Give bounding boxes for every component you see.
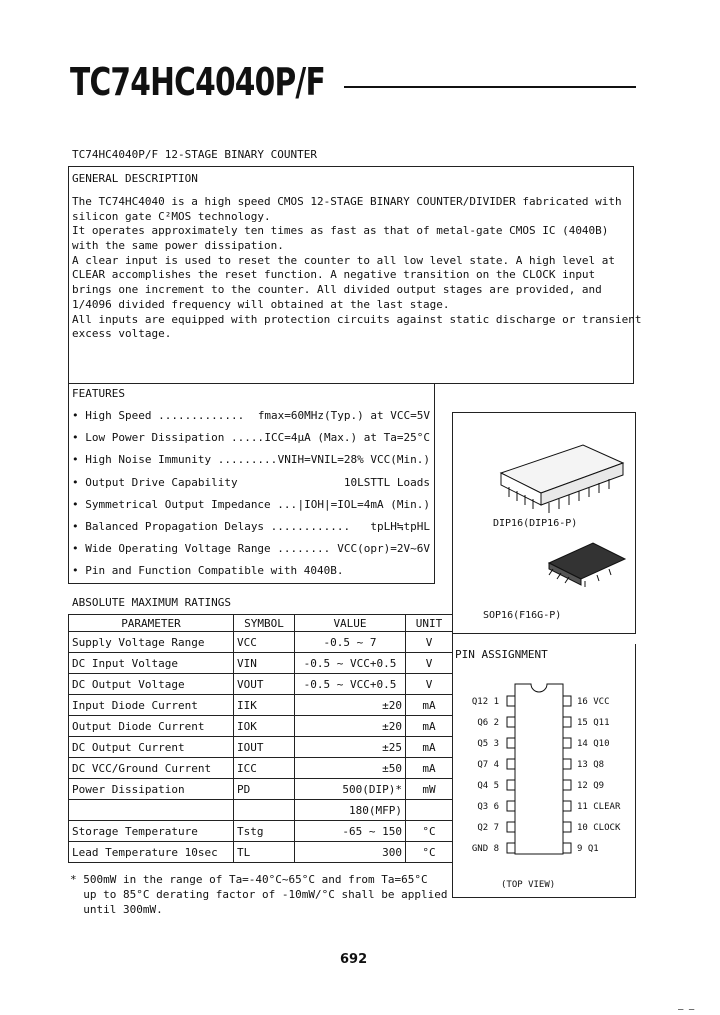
table-cell: -0.5 ~ VCC+0.5 — [295, 653, 406, 674]
table-cell: °C — [406, 842, 453, 863]
table-cell: DC Output Current — [69, 737, 234, 758]
sop-package-label: SOP16(F16G-P) — [483, 610, 562, 621]
pin-left — [455, 758, 499, 773]
table-row — [69, 821, 453, 842]
table-cell: mA — [406, 758, 453, 779]
feature-item: • Output Drive Capability 10LSTTL Loads — [72, 475, 430, 489]
pin-right — [577, 800, 620, 815]
description-line: CLEAR accomplishes the reset function. A negative transition on the CLOCK input — [72, 268, 596, 282]
pin-label: Q5 — [477, 739, 489, 749]
table-cell: DC VCC/Ground Current — [69, 758, 234, 779]
sop-package-icon — [549, 543, 625, 587]
features-box — [68, 383, 435, 584]
table-cell: V — [406, 674, 453, 695]
table-row — [69, 842, 453, 863]
feature-item: • Wide Operating Voltage Range ........ VCC(opr)=2V~6V — [72, 542, 430, 556]
package-illustration-box — [452, 412, 636, 634]
pin-number: 3 — [493, 739, 499, 749]
feature-name: Balanced Propagation Delays ............ — [85, 519, 351, 533]
table-cell: Supply Voltage Range — [69, 632, 234, 653]
pin-right — [577, 821, 620, 836]
ratings-heading: ABSOLUTE MAXIMUM RATINGS — [72, 596, 231, 609]
dip-package-label: DIP16(DIP16-P) — [493, 518, 578, 529]
description-line: All inputs are equipped with protection circuits against static discharge or transient — [72, 312, 642, 326]
description-line: silicon gate C²MOS technology. — [72, 209, 271, 223]
pin-label: Q1 — [587, 844, 599, 854]
table-cell: Tstg — [234, 821, 295, 842]
pin-label: Q3 — [477, 802, 489, 812]
subtitle: TC74HC4040P/F 12-STAGE BINARY COUNTER — [72, 148, 318, 161]
feature-item: • Balanced Propagation Delays ............ tpLH≒tpHL — [72, 519, 430, 533]
pin-number: 4 — [493, 760, 499, 770]
table-row — [69, 632, 453, 653]
pin-label: Q4 — [477, 781, 489, 791]
table-cell: DC Output Voltage — [69, 674, 234, 695]
top-view-label: (TOP VIEW) — [501, 880, 556, 890]
pin-label: Q9 — [593, 781, 605, 791]
pin-assignment-box — [452, 644, 636, 898]
column-header: SYMBOL — [234, 615, 295, 632]
table-cell: ±25 — [295, 737, 406, 758]
feature-item: • High Speed ............. fmax=60MHz(Typ.) at VCC=5V — [72, 409, 430, 422]
column-header: PARAMETER — [69, 615, 234, 632]
table-cell: TL — [234, 842, 295, 863]
pin-left — [455, 737, 499, 752]
pin-label: GND — [471, 844, 489, 854]
column-header: UNIT — [406, 615, 453, 632]
feature-name: Low Power Dissipation ..... — [85, 431, 265, 445]
description-line: excess voltage. — [72, 327, 172, 341]
table-cell: PD — [234, 779, 295, 800]
table-cell: VIN — [234, 653, 295, 674]
title-rule — [344, 86, 636, 88]
feature-name: Pin and Function Compatible with 4040B. — [85, 564, 344, 578]
feature-value: |IOH|=IOL=4mA (Min.) — [297, 497, 430, 511]
feature-value: fmax=60MHz(Typ.) at VCC=5V — [257, 409, 430, 422]
pin-number: 5 — [493, 781, 499, 791]
feature-name: Symmetrical Output Impedance ... — [85, 497, 298, 511]
pin-number: 12 — [577, 781, 588, 791]
pin-right — [577, 779, 604, 794]
feature-value: 10LSTTL Loads — [343, 475, 430, 489]
pin-right — [577, 842, 599, 857]
table-cell: Lead Temperature 10sec — [69, 842, 234, 863]
table-cell: 180(MFP) — [295, 800, 406, 821]
table-cell: mA — [406, 695, 453, 716]
column-header: VALUE — [295, 615, 406, 632]
pin-label: Q7 — [477, 760, 489, 770]
pin-number: 2 — [493, 718, 499, 728]
pin-label: Q12 — [471, 697, 489, 707]
ratings-table — [68, 614, 453, 863]
corner-mark: — — — [678, 1005, 695, 1015]
footnote-line: up to 85°C derating factor of -10mW/°C shall be applied — [70, 888, 448, 901]
table-cell: IOK — [234, 716, 295, 737]
footnote-line: until 300mW. — [70, 903, 163, 916]
table-cell: Output Diode Current — [69, 716, 234, 737]
table-header-row — [69, 615, 453, 632]
table-cell — [69, 800, 234, 821]
table-cell: 300 — [295, 842, 406, 863]
table-cell: 500(DIP)* — [295, 779, 406, 800]
table-cell: DC Input Voltage — [69, 653, 234, 674]
pin-right — [577, 758, 604, 773]
table-row — [69, 758, 453, 779]
pin-left — [455, 695, 499, 710]
pin-left — [455, 779, 499, 794]
table-cell: Storage Temperature — [69, 821, 234, 842]
table-cell — [406, 800, 453, 821]
pin-number: 10 — [577, 823, 588, 833]
pin-label: CLOCK — [593, 823, 621, 833]
table-cell: -65 ~ 150 — [295, 821, 406, 842]
pin-label: Q6 — [477, 718, 489, 728]
pin-number: 1 — [493, 697, 499, 707]
table-row — [69, 800, 453, 821]
table-cell: -0.5 ~ VCC+0.5 — [295, 674, 406, 695]
table-cell: Power Dissipation — [69, 779, 234, 800]
footnote — [70, 872, 450, 917]
pin-number: 13 — [577, 760, 588, 770]
pin-label: Q11 — [593, 718, 610, 728]
table-cell: mW — [406, 779, 453, 800]
pin-left — [455, 716, 499, 731]
table-cell: IOUT — [234, 737, 295, 758]
pin-number: 11 — [577, 802, 588, 812]
table-cell: °C — [406, 821, 453, 842]
table-cell: ICC — [234, 758, 295, 779]
feature-item: • Symmetrical Output Impedance ... |IOH|=IOL=4mA (Min.) — [72, 497, 430, 511]
feature-value: ICC=4μA (Max.) at Ta=25°C — [264, 431, 430, 445]
features-list — [72, 409, 432, 587]
description-heading: GENERAL DESCRIPTION — [72, 172, 198, 185]
pin-number: 6 — [493, 802, 499, 812]
pin-number: 16 — [577, 697, 588, 707]
table-cell: V — [406, 632, 453, 653]
feature-name: High Noise Immunity ......... — [85, 453, 278, 467]
footnote-line: * 500mW in the range of Ta=-40°C~65°C and from Ta=65°C — [70, 873, 428, 886]
description-line: brings one increment to the counter. All divided output stages are provided, and — [72, 283, 602, 297]
table-cell: mA — [406, 716, 453, 737]
table-cell: ±50 — [295, 758, 406, 779]
dip-package-icon — [501, 445, 623, 513]
pin-label: Q8 — [593, 760, 605, 770]
pin-number: 7 — [493, 823, 499, 833]
feature-item: • High Noise Immunity ......... VNIH=VNIL=28% VCC(Min.) — [72, 453, 430, 467]
pin-number: 8 — [493, 844, 499, 854]
feature-item: • Pin and Function Compatible with 4040B. — [72, 564, 344, 578]
page-number: 692 — [340, 952, 368, 967]
table-cell: VCC — [234, 632, 295, 653]
table-cell: mA — [406, 737, 453, 758]
pin-right — [577, 716, 610, 731]
pin-assignment-heading: PIN ASSIGNMENT — [455, 648, 548, 661]
table-cell: Input Diode Current — [69, 695, 234, 716]
description-line: with the same power dissipation. — [72, 239, 284, 253]
table-cell: ±20 — [295, 695, 406, 716]
table-row — [69, 695, 453, 716]
description-body — [72, 195, 642, 342]
pin-right — [577, 737, 610, 752]
pin-number: 14 — [577, 739, 588, 749]
feature-name: High Speed ............. — [85, 409, 245, 422]
page-title: TC74HC4040P/F — [70, 60, 325, 104]
pin-left — [455, 842, 499, 857]
feature-value: VNIH=VNIL=28% VCC(Min.) — [277, 453, 430, 467]
table-cell — [234, 800, 295, 821]
table-row — [69, 779, 453, 800]
table-row — [69, 653, 453, 674]
features-heading: FEATURES — [72, 387, 125, 400]
table-row — [69, 737, 453, 758]
table-cell: V — [406, 653, 453, 674]
feature-name: Wide Operating Voltage Range ........ — [85, 542, 331, 556]
feature-name: Output Drive Capability — [85, 475, 238, 489]
description-line: A clear input is used to reset the counter to all low level state. A high level at — [72, 253, 616, 267]
feature-value: VCC(opr)=2V~6V — [337, 542, 430, 556]
description-line: 1/4096 divided frequency will obtained at the last stage. — [72, 297, 450, 311]
pin-left — [455, 800, 499, 815]
pin-label: VCC — [593, 697, 610, 707]
table-row — [69, 716, 453, 737]
table-cell: VOUT — [234, 674, 295, 695]
feature-value: tpLH≒tpHL — [370, 519, 430, 533]
table-cell: IIK — [234, 695, 295, 716]
table-row — [69, 674, 453, 695]
table-cell: -0.5 ~ 7 — [295, 632, 406, 653]
pin-label: Q2 — [477, 823, 489, 833]
pin-number: 9 — [577, 844, 583, 854]
general-description-box — [68, 166, 642, 384]
feature-item: • Low Power Dissipation ..... ICC=4μA (Max.) at Ta=25°C — [72, 431, 430, 445]
pin-left — [455, 821, 499, 836]
pin-number: 15 — [577, 718, 588, 728]
description-line: It operates approximately ten times as fast as that of metal-gate CMOS IC (4040B) — [72, 224, 609, 238]
pin-label: Q10 — [593, 739, 610, 749]
table-cell: ±20 — [295, 716, 406, 737]
pin-label: CLEAR — [593, 802, 621, 812]
pin-right — [577, 695, 610, 710]
description-line: The TC74HC4040 is a high speed CMOS 12-STAGE BINARY COUNTER/DIVIDER fabricated with — [72, 195, 622, 208]
